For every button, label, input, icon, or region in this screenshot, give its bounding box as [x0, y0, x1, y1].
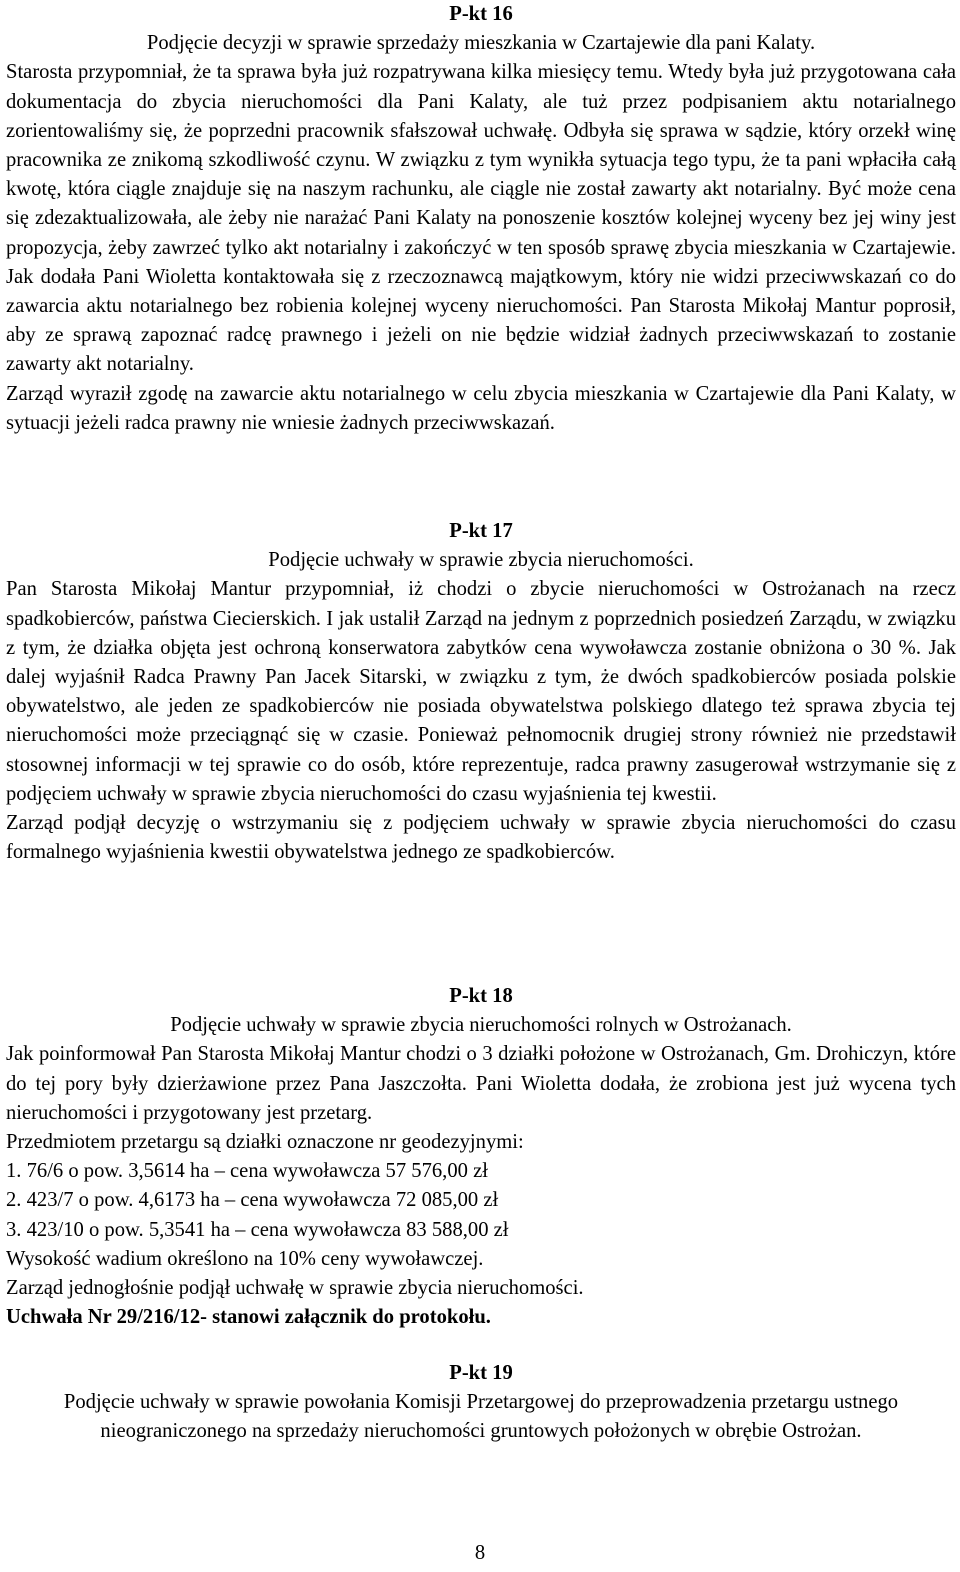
- wadium-line: Wysokość wadium określono na 10% ceny wywoławczej.: [6, 1247, 484, 1270]
- section-p-kt-16: [6, 0, 956, 438]
- section-decision-paragraph: Zarząd wyraził zgodę na zawarcie aktu notarialnego w celu zbycia mieszkania w Czartajewie dla Pani Kalaty, w sytuacji jeżeli radca prawny nie wniesie żadnych przeciwwskazań.: [6, 382, 956, 434]
- section-paragraph: Pan Starosta Mikołaj Mantur przypomniał, iż chodzi o zbycie nieruchomości w Ostrożanach na rzecz spadkobierców, państwa Ciecierskich. I jak ustalił Zarząd na jednym z poprzednich posiedzeń Zarządu, w związku z tym, że działka objęta jest ochroną konserwatora zabytków cena wywoławcza zostanie obniżona o 30 %. Jak dalej wyjaśnił Radca Prawny Pan Jacek Sitarski, w związku z tym, że dwóch spadkobierców posiada polskie obywatelstwo, ale jeden ze spadkobierców nie posiada obywatelstwa polskiego dlatego też sprawa zbycia tej nieruchomości może przeciągnąć się w czasie. Ponieważ pełnomocnik drugiej strony również nie przedstawił stosownej informacji w tej sprawie co do osób, które reprezentuje, radca prawny zasugerował wstrzymanie się z podjęciem uchwały w sprawie zbycia nieruchomości do czasu wyjaśnienia tej kwestii.: [6, 578, 956, 805]
- section-subtitle: Podjęcie uchwały w sprawie powołania Komisji Przetargowej do przeprowadzenia przetargu ustnego nieograniczonego na sprzedaży nieruchomości gruntowych położonych w obrębie Ostrożan.: [63, 1391, 899, 1443]
- section-decision-paragraph: Zarząd podjął decyzję o wstrzymaniu się z podjęciem uchwały w sprawie zbycia nieruchomości do czasu formalnego wyjaśnienia kwestii obywatelstwa jednego ze spadkobierców.: [6, 812, 956, 864]
- section-p-kt-18: [6, 982, 956, 1332]
- resolution-line: Uchwała Nr 29/216/12- stanowi załącznik do protokołu.: [6, 1306, 491, 1329]
- section-paragraph: Jak poinformował Pan Starosta Mikołaj Mantur chodzi o 3 działki położone w Ostrożanach, Gm. Drohiczyn, które do tej pory były dzierżawione przez Pana Jaszczołta. Pani Wioletta dodała, że zrobiona jest już wycena tych nieruchomości i przygotowany jest przetarg.: [6, 1043, 956, 1124]
- section-heading: P-kt 16: [449, 3, 513, 25]
- section-subtitle: Podjęcie uchwały w sprawie zbycia nieruchomości.: [268, 549, 694, 572]
- section-subtitle: Podjęcie decyzji w sprawie sprzedaży mieszkania w Czartajewie dla pani Kalaty.: [146, 32, 816, 55]
- section-heading: P-kt 19: [449, 1362, 513, 1384]
- section-p-kt-17: [6, 517, 956, 867]
- section-heading: P-kt 18: [449, 985, 513, 1007]
- parcel-item: 2. 423/7 o pow. 4,6173 ha – cena wywoławcza 72 085,00 zł: [6, 1189, 499, 1212]
- section-paragraph: Starosta przypomniał, że ta sprawa była już rozpatrywana kilka miesięcy temu. Wtedy była już przygotowana cała dokumentacja do zbycia nieruchomości dla Pani Kalaty, ale tuż przez podpisaniem aktu notarialnego zorientowaliśmy się, że poprzedni pracownik sfałszował uchwałę. Odbyła się sprawa w sądzie, który orzekł winę pracownika ze znikomą szkodliwość czynu. W związku z tym wynikła sytuacja tego typu, że ta pani wpłaciła całą kwotę, która ciągle znajduje się na naszym rachunku, ale ciągle nie został zawarty akt notarialny. Być może cena się zdezaktualizowała, ale żeby nie narażać Pani Kalaty na ponoszenie kosztów kolejnej wyceny bez jej winy jest propozycja, żeby zawrzeć tylko akt notarialny i zakończyć w ten sposób sprawę zbycia mieszkania w Czartajewie. Jak dodała Pani Wioletta kontaktowała się z rzeczoznawcą majątkowym, który nie widzi przeciwwskazań co do zawarcia aktu notarialnego bez robienia kolejnej wyceny nieruchomości. Pan Starosta Mikołaj Mantur poprosił, aby ze sprawą zapoznać radcę prawnego i jeżeli on nie będzie widział żadnych przeciwwskazań to zostanie zawarty akt notarialny.: [6, 61, 956, 376]
- parcel-item: 1. 76/6 o pow. 3,5614 ha – cena wywoławcza 57 576,00 zł: [6, 1160, 488, 1183]
- decision-line: Zarząd jednogłośnie podjął uchwałę w sprawie zbycia nieruchomości.: [6, 1277, 584, 1300]
- parcels-intro: Przedmiotem przetargu są działki oznaczone nr geodezyjnymi:: [6, 1131, 524, 1154]
- section-subtitle: Podjęcie uchwały w sprawie zbycia nieruchomości rolnych w Ostrożanach.: [170, 1014, 792, 1037]
- section-p-kt-19: [6, 1359, 956, 1447]
- parcel-item: 3. 423/10 o pow. 5,3541 ha – cena wywoławcza 83 588,00 zł: [6, 1218, 509, 1241]
- page-number: 8: [474, 1542, 486, 1564]
- section-heading: P-kt 17: [449, 520, 513, 542]
